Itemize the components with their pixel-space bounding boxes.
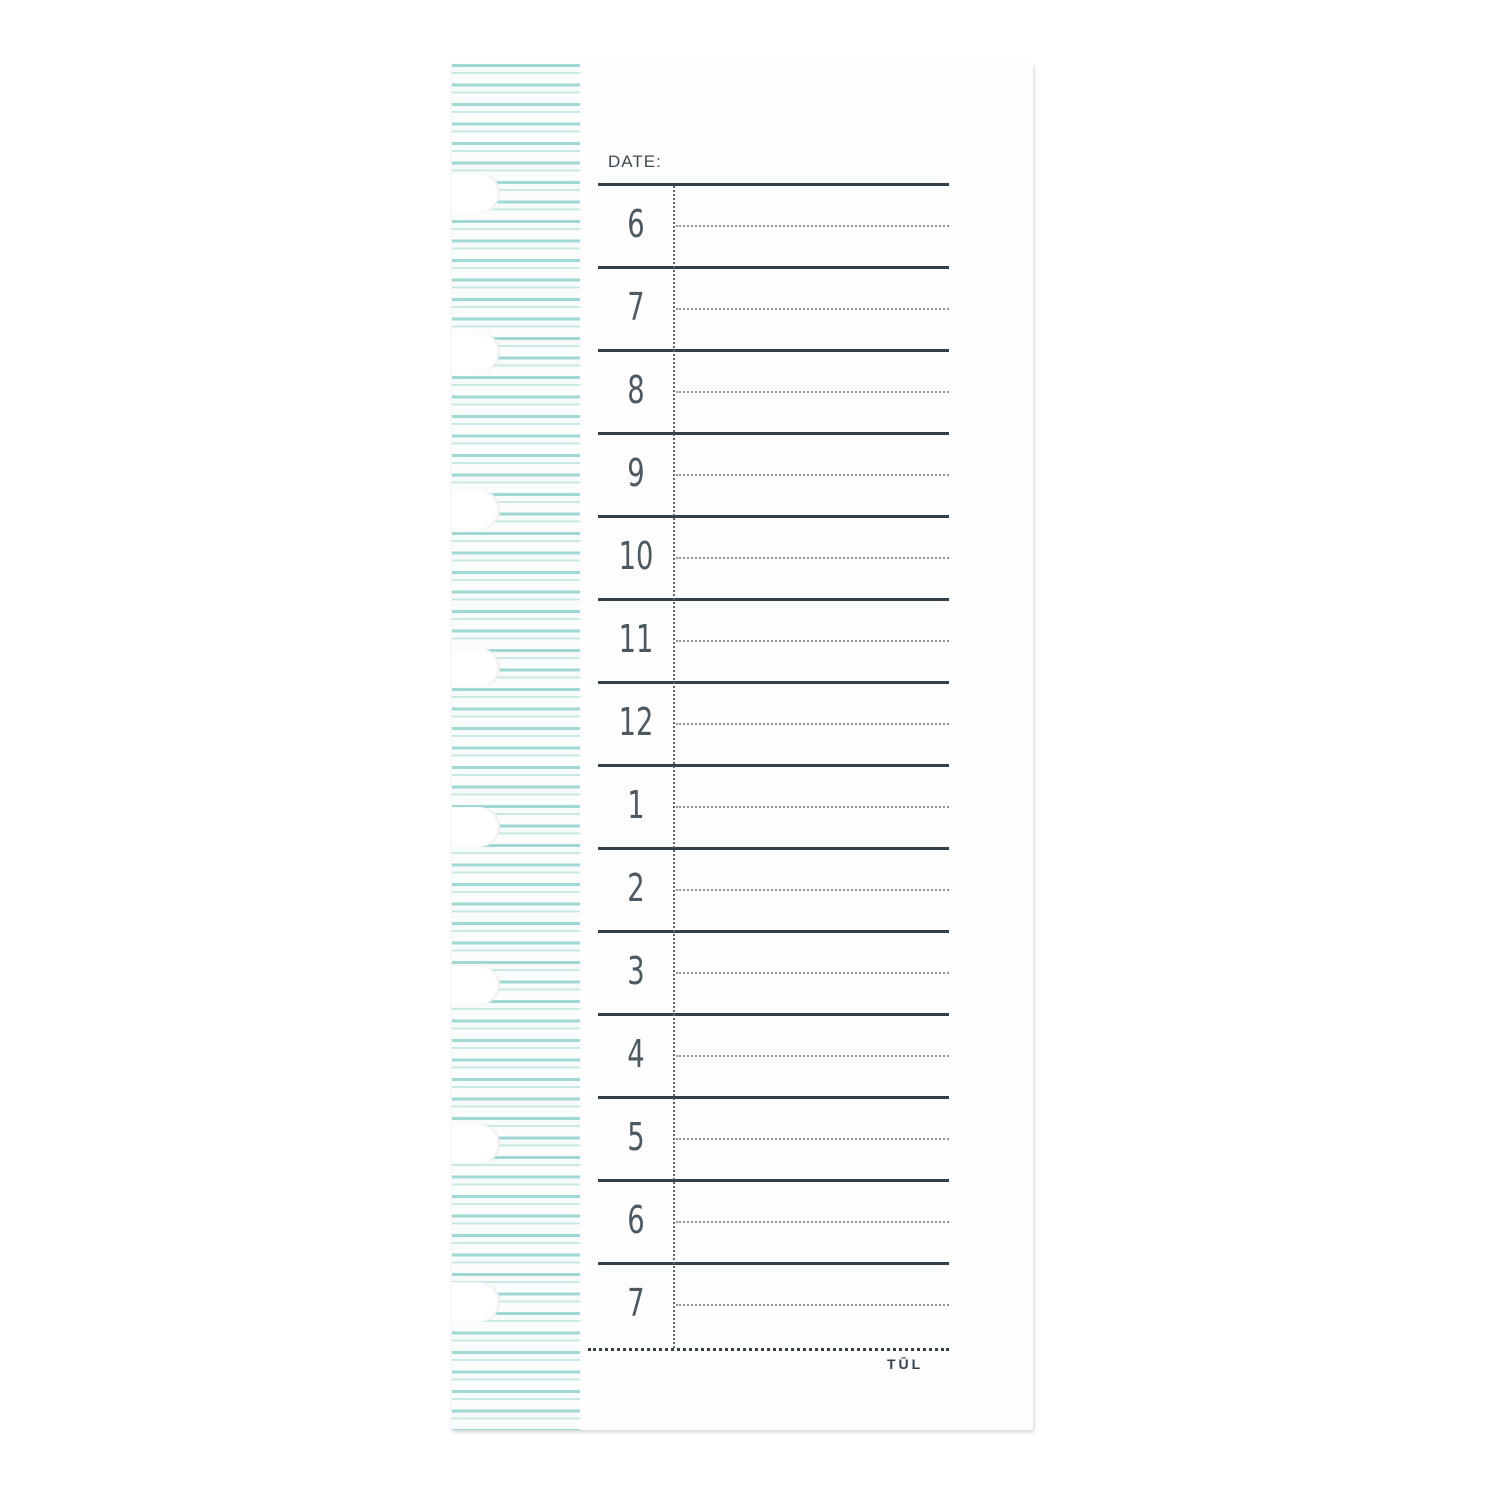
- hour-number: 7: [627, 1281, 645, 1325]
- dotted-write-line: [676, 474, 949, 476]
- disc-notch: [452, 1282, 500, 1322]
- hour-schedule: [598, 186, 949, 1345]
- dotted-write-line: [676, 225, 949, 227]
- dotted-write-line: [676, 1055, 949, 1057]
- hour-number: 8: [627, 368, 645, 412]
- hour-number: 2: [627, 866, 645, 910]
- hour-row[interactable]: [598, 352, 949, 435]
- hour-number: 1: [627, 783, 645, 827]
- disc-notch: [452, 1124, 500, 1164]
- hour-row[interactable]: [598, 1099, 949, 1182]
- hour-number: 11: [618, 617, 654, 661]
- dotted-write-line: [676, 308, 949, 310]
- time-column-divider: [673, 186, 675, 1348]
- hour-number: 5: [627, 1115, 645, 1159]
- disc-notch: [452, 965, 500, 1005]
- dotted-write-line: [676, 723, 949, 725]
- dotted-write-line: [676, 972, 949, 974]
- disc-notch: [452, 173, 500, 213]
- hour-number: 6: [627, 1198, 645, 1242]
- disc-notch: [452, 332, 500, 372]
- disc-notch: [452, 490, 500, 530]
- striped-binding-band: [452, 64, 580, 1430]
- hour-row[interactable]: [598, 684, 949, 767]
- hour-row[interactable]: [598, 186, 949, 269]
- hour-row[interactable]: [598, 1016, 949, 1099]
- dotted-write-line: [676, 1221, 949, 1223]
- bottom-dotted-rule: [588, 1348, 949, 1351]
- dotted-write-line: [676, 1304, 949, 1306]
- planner-page: [452, 64, 1033, 1430]
- hour-number: 7: [627, 285, 645, 329]
- date-label: DATE:: [608, 152, 662, 171]
- hour-row[interactable]: [598, 850, 949, 933]
- dotted-write-line: [676, 1138, 949, 1140]
- hour-row[interactable]: [598, 1265, 949, 1345]
- dotted-write-line: [676, 557, 949, 559]
- hour-row[interactable]: [598, 435, 949, 518]
- disc-notch: [452, 807, 500, 847]
- dotted-write-line: [676, 391, 949, 393]
- hour-number: 4: [627, 1032, 645, 1076]
- hour-number: 3: [627, 949, 645, 993]
- dotted-write-line: [676, 806, 949, 808]
- hour-number: 10: [618, 534, 654, 578]
- hour-row[interactable]: [598, 601, 949, 684]
- hour-number: 9: [627, 451, 645, 495]
- hour-row[interactable]: [598, 269, 949, 352]
- dotted-write-line: [676, 889, 949, 891]
- hour-number: 6: [627, 202, 645, 246]
- brand-logo: TŪL: [887, 1356, 924, 1372]
- disc-notch: [452, 648, 500, 688]
- dotted-write-line: [676, 640, 949, 642]
- hour-row[interactable]: [598, 1182, 949, 1265]
- hour-number: 12: [618, 700, 654, 744]
- hour-row[interactable]: [598, 933, 949, 1016]
- hour-row[interactable]: [598, 767, 949, 850]
- hour-row[interactable]: [598, 518, 949, 601]
